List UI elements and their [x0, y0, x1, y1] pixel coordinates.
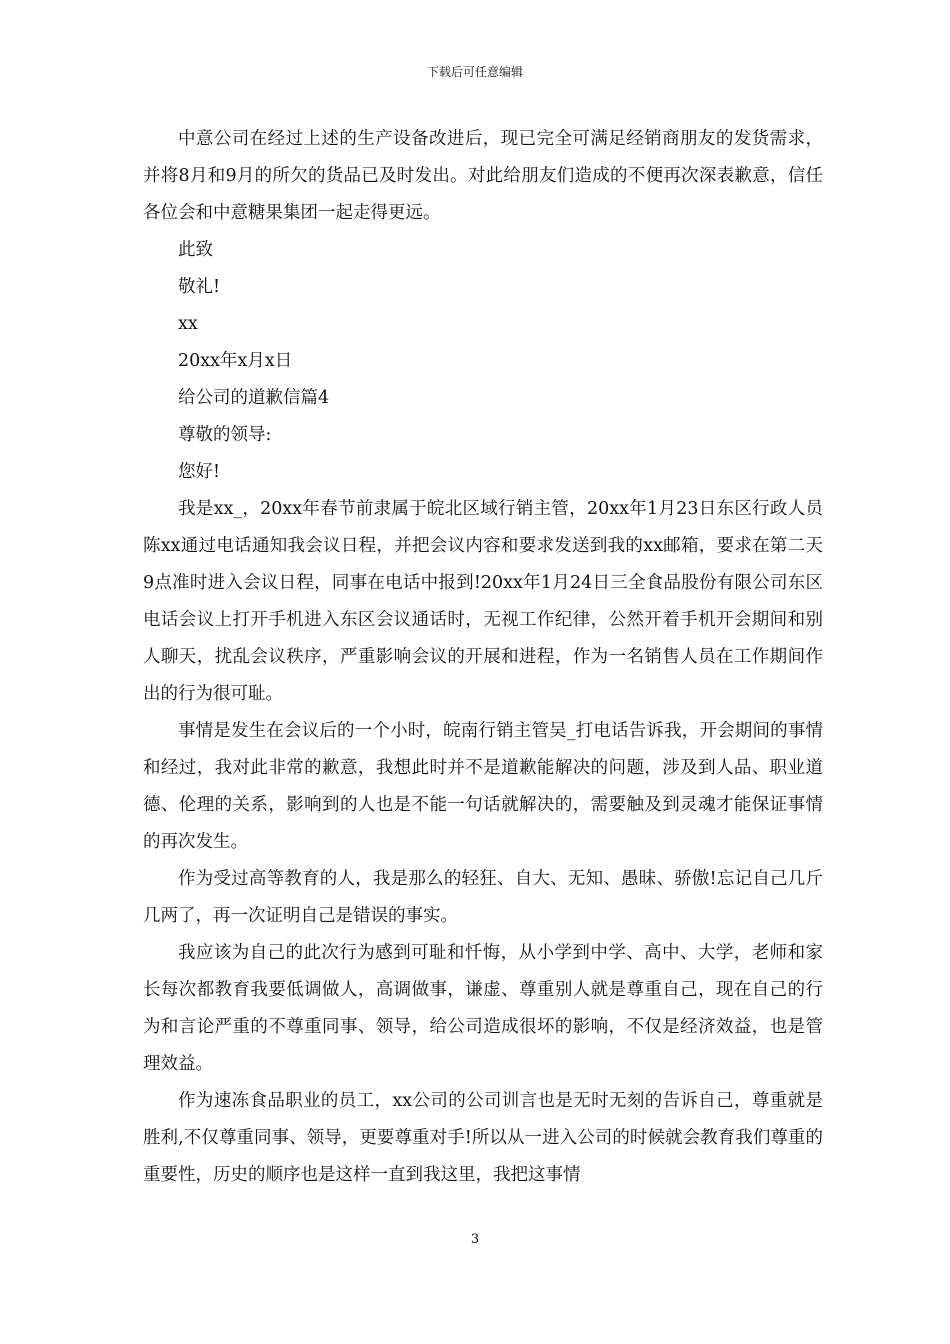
greeting-hello: 您好! — [178, 462, 221, 482]
page-number: 3 — [470, 1232, 480, 1247]
paragraph-5: 我应该为自己的此次行为感到可耻和忏悔，从小学到中学、高中、大学，老师和家长每次都教育我要低调做人，高调做事，谦虚、尊重别人就是尊重自己，现在自己的行为和言论严重的不尊重同事、领导，给公司造成很坏的影响，不仅是经济效益，也是管理效益。 — [143, 943, 823, 1074]
closing-line: 此致 — [178, 240, 213, 260]
paragraph-4: 作为受过高等教育的人，我是那么的轻狂、自大、无知、愚昧、骄傲!忘记自己几斤几两了，再一次证明自己是错误的事实。 — [143, 869, 823, 926]
paragraph-1: 中意公司在经过上述的生产设备改进后，现已完全可满足经销商朋友的发货需求，并将8月和9月的所欠的货品已及时发出。对此给朋友们造成的不便再次深表歉意，信任各位会和中意糖果集团一起走得更远。 — [143, 129, 823, 223]
document-body — [143, 121, 823, 1194]
paragraph-3: 事情是发生在会议后的一个小时，皖南行销主管吴_打电话告诉我，开会期间的事情和经过，我对此非常的歉意，我想此时并不是道歉能解决的问题，涉及到人品、职业道德、伦理的关系，影响到的人也是不能一句话就解决的，需要触及到灵魂才能保证事情的再次发生。 — [143, 721, 823, 852]
greeting-recipient: 尊敬的领导: — [178, 425, 272, 445]
signature-date: 20xx年x月x日 — [178, 351, 293, 371]
signature-name: xx — [178, 314, 198, 334]
salutation-line: 敬礼! — [178, 277, 221, 297]
section-title: 给公司的道歉信篇4 — [178, 388, 330, 408]
paragraph-6: 作为速冻食品职业的员工，xx公司的公司训言也是无时无刻的告诉自己，尊重就是胜利,不仅尊重同事、领导，更要尊重对手!所以从一进入公司的时候就会教育我们尊重的重要性，历史的顺序也是这样一直到我这里，我把这事情 — [143, 1091, 823, 1185]
page-header: 下载后可任意编辑 — [426, 65, 523, 79]
paragraph-2: 我是xx_，20xx年春节前隶属于皖北区域行销主管，20xx年1月23日东区行政人员陈xx通过电话通知我会议日程，并把会议内容和要求发送到我的xx邮箱，要求在第二天9点准时进入会议日程，同事在电话中报到!20xx年1月24日三全食品股份有限公司东区电话会议上打开手机进入东区会议通话时，无视工作纪律，公然开着手机开会期间和别人聊天，扰乱会议秩序，严重影响会议的开展和进程，作为一名销售人员在工作期间作出的行为很可耻。 — [143, 499, 823, 704]
